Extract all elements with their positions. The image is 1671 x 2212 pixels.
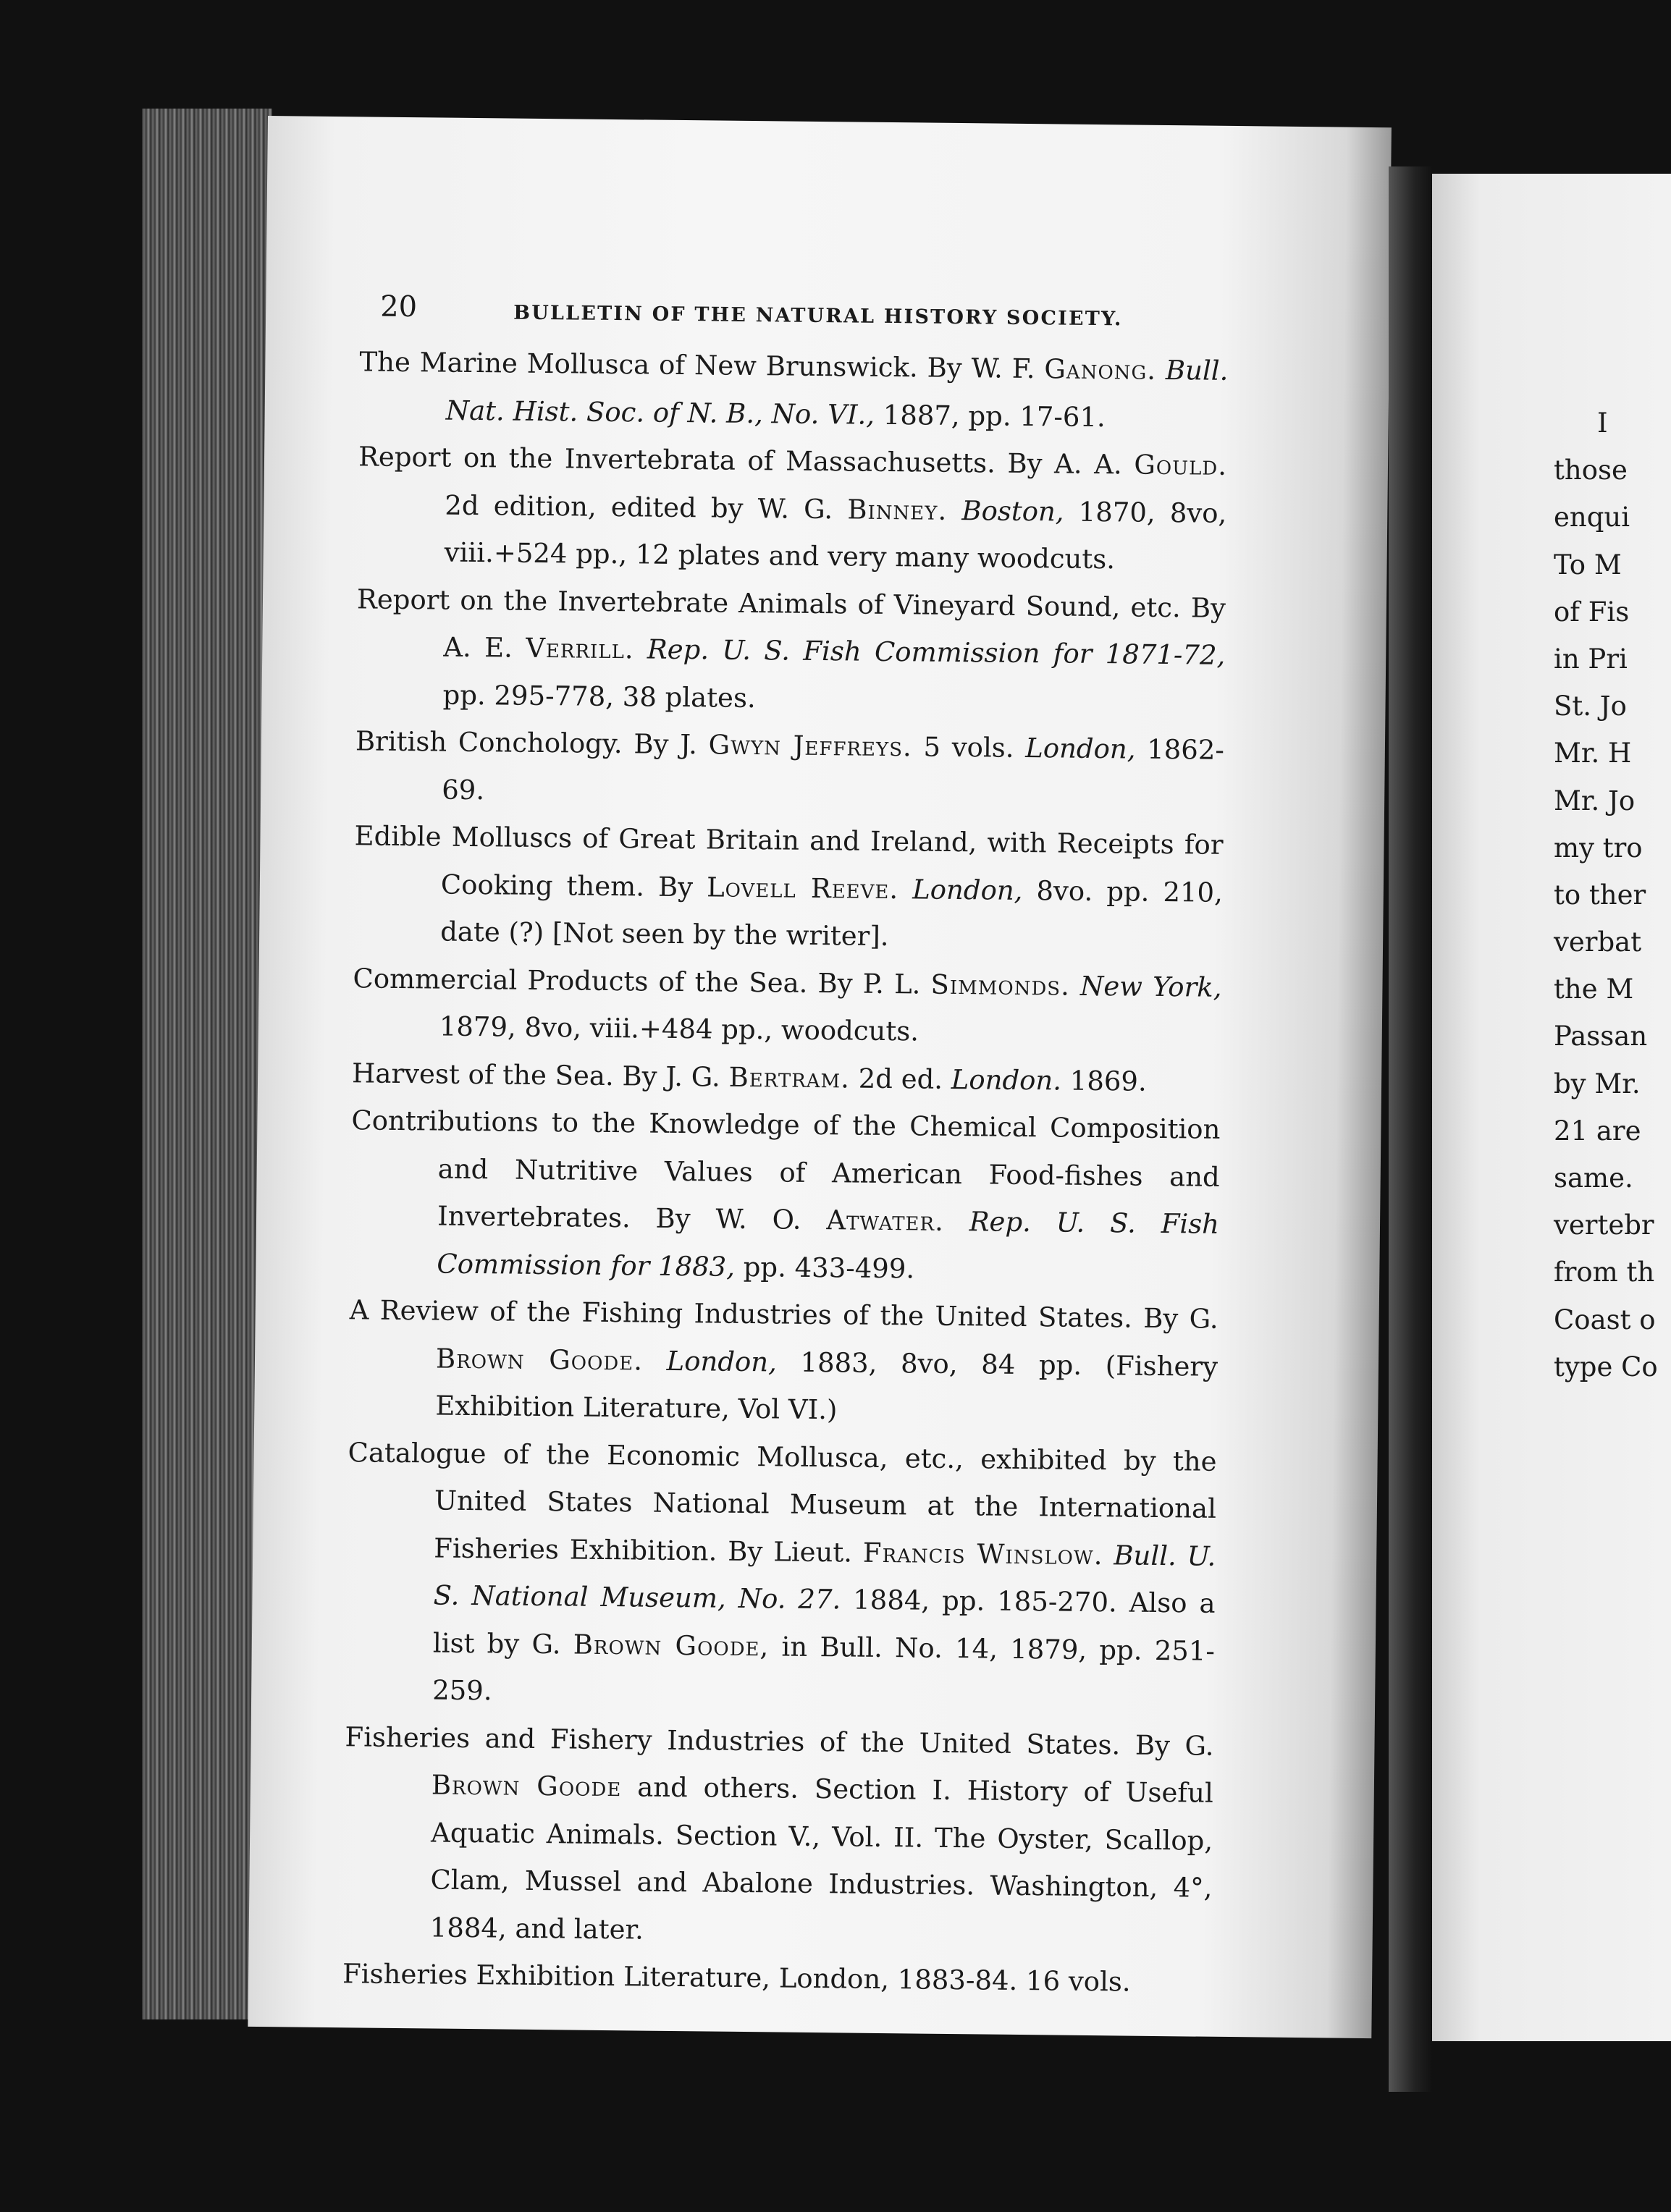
entry-place: New York,: [1079, 970, 1222, 1003]
facing-line: from th: [1554, 1257, 1655, 1288]
facing-line: to ther: [1554, 879, 1646, 911]
entry-details: in Bull. No. 14, 1879, pp. 251-259.: [432, 1631, 1216, 1707]
bibliography-entry: [342, 1950, 1212, 2006]
entry-author: Lovell Reeve.: [706, 871, 899, 905]
facing-line: my tro: [1554, 832, 1643, 864]
entry-title: The Marine Mollusca of New Brunswick. By W. F.: [359, 346, 1035, 385]
facing-line: enqui: [1554, 502, 1630, 533]
facing-page-text: [1554, 400, 1658, 1390]
entry-details: 1884, pp. 185-270. Also a list by G.: [432, 1584, 1216, 1660]
entry-title: Fisheries and Fishery Industries of the United States. By G.: [345, 1721, 1214, 1762]
entry-details: 1887, pp. 17-61.: [883, 399, 1106, 433]
entry-title: Fisheries Exhibition Literature, London, 1883-84. 16 vols.: [342, 1958, 1131, 1998]
entry-title: Commercial Products of the Sea. By P. L.: [353, 962, 921, 1000]
left-page: [248, 116, 1392, 2038]
facing-page: [1432, 174, 1671, 2041]
bibliography-entry: [352, 1050, 1221, 1106]
bibliography-entry: [353, 812, 1224, 963]
entry-editor: Binney.: [847, 493, 948, 526]
facing-line: the M: [1554, 974, 1634, 1005]
entry-details: 1870, 8vo, viii.+524 pp., 12 plates and very many woodcuts.: [444, 496, 1227, 575]
entry-title: A Review of the Fishing Industries of the United States. By G.: [349, 1294, 1218, 1335]
facing-line: by Mr.: [1554, 1068, 1641, 1099]
facing-line: St. Jo: [1554, 691, 1627, 722]
text-block: [342, 277, 1229, 2006]
entry-details: 1883, 8vo, 84 pp. (Fishery Exhibition Literature, Vol VI.): [435, 1346, 1218, 1426]
entry-title: British Conchology. By J.: [355, 725, 698, 761]
facing-line: Coast o: [1554, 1304, 1656, 1335]
entry-title: Harvest of the Sea. By J. G.: [351, 1057, 721, 1093]
entry-author: Brown Goode: [431, 1769, 622, 1803]
entry-details: 1862-69.: [442, 733, 1225, 806]
entry-details: 1869.: [1069, 1065, 1147, 1097]
page-number: 20: [380, 290, 418, 324]
entry-place: London.: [951, 1063, 1062, 1097]
entry-source: Bull. Nat. Hist. Soc. of N. B., No. VI.,: [445, 355, 1229, 431]
entry-place: London,: [1025, 733, 1136, 765]
facing-line: type Co: [1554, 1351, 1658, 1382]
entry-author: Gwyn Jeffreys.: [708, 729, 913, 763]
entry-title: Catalogue of the Economic Mollusca, etc., exhibited by the United States National Museum at the International Fisheries Exhibition. By Lieut.: [348, 1436, 1217, 1569]
facing-line: vertebr: [1554, 1210, 1654, 1241]
bibliography-entry: [350, 1097, 1221, 1296]
entry-details: 8vo. pp. 210, date (?) [Not seen by the writer].: [439, 874, 1224, 953]
bibliography-entry: [355, 575, 1226, 727]
entry-source: Bull. U. S. National Museum, No. 27.: [433, 1539, 1216, 1616]
facing-line: 21 are: [1554, 1115, 1641, 1147]
entry-title: Report on the Invertebrate Animals of Vineyard Sound, etc. By A. E.: [356, 583, 1226, 664]
entry-author: Francis Winslow.: [862, 1537, 1103, 1571]
facing-line: verbat: [1554, 926, 1642, 958]
bibliography-entry: [357, 433, 1227, 584]
facing-line: Mr. H: [1554, 738, 1632, 769]
entry-author: Simmonds.: [930, 968, 1071, 1002]
facing-line: To M: [1554, 549, 1622, 581]
bibliography-entry: [352, 955, 1221, 1059]
entry-title: Edible Molluscs of Great Britain and Ireland, with Receipts for Cooking them. By: [354, 820, 1224, 903]
bibliography-entry: [358, 338, 1228, 442]
running-head: [360, 277, 1229, 347]
entry-details: pp. 295-778, 38 plates.: [442, 679, 756, 714]
entry-details: 2d ed.: [858, 1063, 943, 1095]
entry-details: 2d edition, edited by W. G.: [445, 489, 833, 525]
entry-author: Bertram.: [728, 1061, 851, 1094]
facing-line: of Fis: [1554, 596, 1630, 628]
entry-details: 5 vols.: [923, 731, 1014, 764]
entry-place: London,: [912, 873, 1023, 906]
entry-author: Brown Goode.: [435, 1343, 644, 1377]
entry-author: Gould.: [1134, 449, 1228, 481]
facing-line: Passan: [1554, 1021, 1648, 1052]
entry-author: Verrill.: [525, 632, 634, 665]
entry-author: Atwater.: [826, 1204, 945, 1237]
facing-line: Mr. Jo: [1554, 785, 1636, 816]
bibliography-entry: [348, 1286, 1218, 1438]
bibliography-entry: [345, 1429, 1217, 1723]
entry-details: 1879, 8vo, viii.+484 pp., woodcuts.: [439, 1010, 919, 1047]
entry-details: and others. Section I. History of Useful Aquatic Animals. Section V., Vol. II. The Oyster, Scallop, Clam, Mussel and Abalone Industries. Washington, 4°, 1884, and later.: [429, 1771, 1214, 1946]
entry-place: Boston,: [961, 494, 1064, 528]
facing-line: same.: [1554, 1162, 1633, 1194]
entry-title: Contributions to the Knowledge of the Chemical Composition and Nutritive Values of American Food-fishes and Invertebrates. By W. O.: [351, 1105, 1221, 1236]
entry-author: Brown Goode,: [573, 1629, 770, 1662]
entry-source: Rep. U. S. Fish Commission for 1883,: [437, 1206, 1220, 1283]
entry-place: London,: [666, 1345, 778, 1377]
facing-line: those: [1554, 455, 1628, 486]
entry-details: pp. 433-499.: [743, 1251, 915, 1284]
facing-line: in Pri: [1554, 643, 1628, 675]
header-title: BULLETIN OF THE NATURAL HISTORY SOCIETY.: [513, 301, 1123, 331]
book-gutter: [1389, 166, 1432, 2092]
entry-title: Report on the Invertebrata of Massachusetts. By A. A.: [358, 441, 1122, 481]
bibliography-entry: [355, 717, 1224, 822]
entry-author: Ganong.: [1044, 353, 1157, 386]
bibliography-entry: [342, 1713, 1213, 1959]
facing-line: I: [1597, 408, 1608, 439]
entry-source: Rep. U. S. Fish Commission for 1871-72,: [647, 633, 1226, 671]
